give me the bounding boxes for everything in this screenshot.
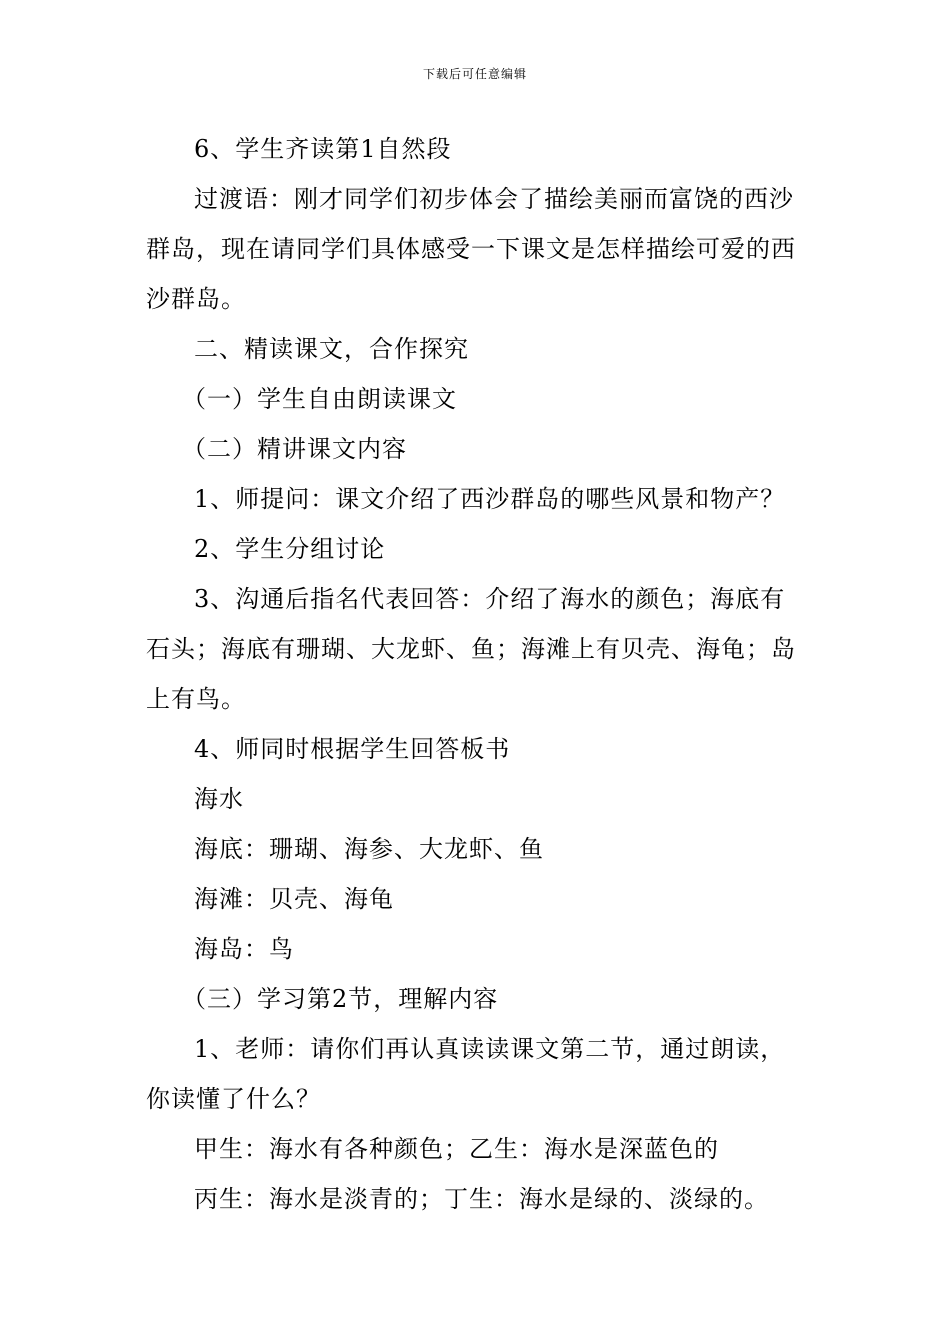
paragraph-teacher-prompt: 1、老师：请你们再认真读读课文第二节，通过朗读，你读懂了什么？ (146, 1035, 786, 1113)
subsection-heading-1: （一）学生自由朗读课文 (182, 385, 457, 413)
paragraph-student-answer-1: 甲生：海水有各种颜色；乙生：海水是深蓝色的 (194, 1135, 719, 1163)
paragraph-question: 1、师提问：课文介绍了西沙群岛的哪些风景和物产？ (194, 485, 786, 513)
section-heading-2: 二、精读课文，合作探究 (194, 335, 469, 363)
board-item-sea-floor: 海底：珊瑚、海参、大龙虾、鱼 (194, 835, 544, 863)
paragraph-answer: 3、沟通后指名代表回答：介绍了海水的颜色；海底有石头；海底有珊瑚、大龙虾、鱼；海滩上有贝壳、海龟；岛上有鸟。 (146, 585, 796, 713)
board-item-beach: 海滩：贝壳、海龟 (194, 885, 394, 913)
board-item-island: 海岛：鸟 (194, 935, 294, 963)
page-header: 下载后可任意编辑 (422, 67, 527, 81)
subsection-heading-3: （三）学习第2节，理解内容 (182, 985, 499, 1013)
document-body (146, 124, 810, 1224)
paragraph-step-6: 6、学生齐读第1自然段 (194, 135, 452, 163)
paragraph-group-discussion: 2、学生分组讨论 (194, 535, 386, 563)
paragraph-transition: 过渡语：刚才同学们初步体会了描绘美丽而富饶的西沙群岛，现在请同学们具体感受一下课文是怎样描绘可爱的西沙群岛。 (146, 185, 796, 313)
board-item-sea-water: 海水 (194, 785, 244, 813)
paragraph-board-writing: 4、师同时根据学生回答板书 (194, 735, 511, 763)
paragraph-student-answer-2: 丙生：海水是淡青的；丁生：海水是绿的、淡绿的。 (194, 1185, 769, 1213)
subsection-heading-2: （二）精讲课文内容 (182, 435, 407, 463)
